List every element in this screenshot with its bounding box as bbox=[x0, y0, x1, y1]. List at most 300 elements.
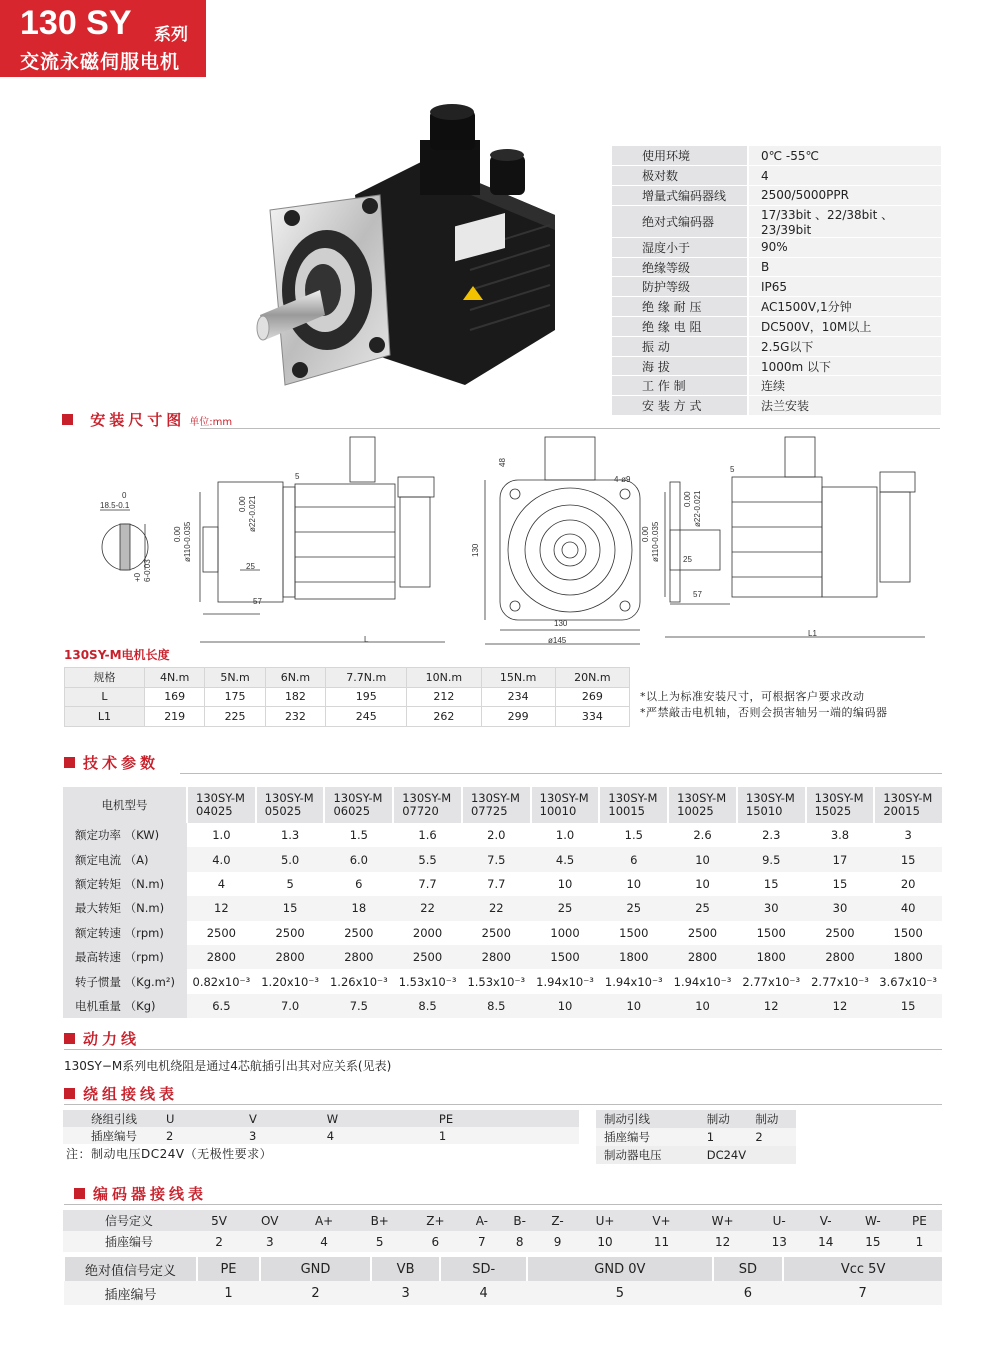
model-series: 130SY-M bbox=[745, 791, 795, 805]
tech-cell: 7.7 bbox=[418, 876, 437, 891]
length-cell: 269 bbox=[555, 687, 629, 707]
divider bbox=[180, 773, 942, 774]
tech-cell: 7.5 bbox=[324, 994, 393, 1018]
length-cell: L bbox=[65, 687, 145, 707]
winding-cell: 1 bbox=[439, 1127, 579, 1144]
tech-table bbox=[63, 787, 942, 1018]
length-cell: 225 bbox=[205, 707, 265, 727]
encoder-cell: Vcc 5V bbox=[783, 1257, 942, 1281]
note-line: *以上为标准安装尺寸，可根据客户要求改动 bbox=[640, 690, 865, 703]
model-code: 05025 bbox=[264, 804, 302, 818]
dim-d22: ø22-0.021 bbox=[248, 495, 257, 532]
tech-cell: 1.5 bbox=[349, 828, 368, 843]
tech-cell: 1500 bbox=[619, 925, 649, 940]
dim-shaft-side: 6-0.03 bbox=[143, 559, 152, 582]
dim-57-b: 57 bbox=[693, 590, 702, 599]
tech-row bbox=[63, 823, 942, 847]
tech-cell: 3.8 bbox=[830, 828, 850, 843]
spec-value: 1000m 以下 bbox=[748, 356, 941, 376]
encoder-row bbox=[64, 1281, 942, 1305]
encoder-cell: PE bbox=[897, 1210, 942, 1231]
divider bbox=[64, 1049, 942, 1050]
model-series: 130SY-M bbox=[814, 791, 864, 805]
dim-d22-b: ø22-0.021 bbox=[693, 490, 702, 527]
section-power-label: 动力线 bbox=[83, 1030, 141, 1048]
tech-row bbox=[63, 994, 942, 1018]
encoder-cell: 15 bbox=[849, 1231, 897, 1252]
brake-cell: 制动引线 bbox=[596, 1110, 699, 1128]
section-tech-title bbox=[64, 752, 159, 773]
tech-cell: 1.26x10⁻³ bbox=[329, 974, 388, 989]
tech-cell: 1.0 bbox=[212, 828, 231, 843]
brake-cell: DC24V bbox=[699, 1146, 796, 1164]
winding-cell: 2 bbox=[166, 1127, 249, 1144]
encoder-cell: 5V bbox=[195, 1210, 243, 1231]
length-cell: 299 bbox=[481, 707, 555, 727]
tech-cell: 6.5 bbox=[187, 994, 256, 1018]
encoder-cell: Z+ bbox=[408, 1210, 464, 1231]
tech-cell: 3.67x10⁻³ bbox=[879, 974, 938, 989]
encoder-cell: 11 bbox=[634, 1231, 690, 1252]
encoder-cell: U+ bbox=[576, 1210, 633, 1231]
spec-value: 2500/5000PPR bbox=[748, 186, 941, 206]
dim-130v: 130 bbox=[471, 543, 480, 557]
model-code: 07720 bbox=[402, 804, 439, 818]
model-series: 130SY-M bbox=[333, 791, 383, 805]
spec-key: 绝对式编码器 bbox=[612, 205, 748, 237]
tech-cell: 2800 bbox=[187, 945, 256, 969]
tech-cell: 2500 bbox=[206, 925, 236, 940]
length-cell: 334 bbox=[555, 707, 629, 727]
spec-row bbox=[612, 166, 941, 186]
length-row bbox=[65, 687, 630, 707]
winding-table bbox=[63, 1110, 579, 1144]
spec-value: 2.5G以下 bbox=[748, 336, 941, 356]
winding-cell: 插座编号 bbox=[63, 1127, 166, 1144]
spec-row bbox=[612, 336, 941, 356]
length-table-title: 130SY-M电机长度 bbox=[64, 648, 170, 662]
tech-cell: 30 bbox=[737, 896, 806, 920]
tech-row bbox=[63, 921, 942, 945]
tech-cell: 5.0 bbox=[256, 847, 325, 871]
tech-cell: 2500 bbox=[481, 925, 511, 940]
tech-row bbox=[63, 969, 942, 993]
model-header bbox=[187, 787, 256, 823]
encoder-cell: 2 bbox=[195, 1231, 243, 1252]
tech-cell: 2000 bbox=[412, 925, 443, 940]
length-cell: 212 bbox=[407, 687, 481, 707]
tech-cell: 1.53x10⁻³ bbox=[467, 974, 526, 989]
tech-cell: 2800 bbox=[668, 945, 737, 969]
spec-table bbox=[612, 146, 941, 416]
brake-table bbox=[596, 1110, 796, 1164]
tech-cell: 10 bbox=[668, 847, 737, 871]
divider bbox=[200, 428, 940, 429]
model-code: 20015 bbox=[883, 804, 920, 818]
unit-label: 单位:mm bbox=[189, 417, 233, 428]
length-cell: 234 bbox=[481, 687, 555, 707]
length-cell: L1 bbox=[65, 707, 145, 727]
dim-145: ø145 bbox=[548, 636, 567, 645]
notes bbox=[640, 689, 888, 721]
model-header bbox=[874, 787, 942, 823]
length-header-cell: 规格 bbox=[65, 668, 145, 688]
encoder-cell: V- bbox=[802, 1210, 849, 1231]
winding-note: 注：制动电压DC24V（无极性要求） bbox=[66, 1147, 273, 1161]
tech-cell: 10 bbox=[557, 876, 573, 891]
encoder-table bbox=[63, 1210, 942, 1252]
spec-key: 振 动 bbox=[612, 336, 748, 356]
spec-value: AC1500V,1分钟 bbox=[748, 297, 941, 317]
tech-row bbox=[63, 945, 942, 969]
section-encoder-title bbox=[74, 1183, 207, 1204]
divider bbox=[64, 1104, 942, 1105]
tech-cell: 10 bbox=[626, 876, 642, 891]
tech-cell: 2800 bbox=[806, 945, 875, 969]
power-description: 130SY−M系列电机绕阻是通过4芯航插引出其对应关系(见表) bbox=[64, 1059, 392, 1073]
model-series: 130SY-M bbox=[470, 791, 520, 805]
spec-value: 90% bbox=[748, 237, 941, 257]
spec-key: 安 装 方 式 bbox=[612, 396, 748, 416]
model-code: 15025 bbox=[814, 804, 852, 818]
encoder-cell: V+ bbox=[634, 1210, 690, 1231]
length-cell: 232 bbox=[265, 707, 325, 727]
encoder-row bbox=[64, 1257, 942, 1281]
tech-cell: 40 bbox=[874, 896, 942, 920]
tech-cell: 1.3 bbox=[280, 828, 300, 843]
spec-row bbox=[612, 186, 941, 206]
tech-cell: 5.5 bbox=[393, 847, 462, 871]
length-cell: 219 bbox=[145, 707, 205, 727]
tech-cell: 12 bbox=[806, 994, 875, 1018]
winding-cell: 绕组引线 bbox=[63, 1110, 166, 1127]
spec-value: 法兰安装 bbox=[748, 396, 941, 416]
encoder-cell: 4 bbox=[296, 1231, 352, 1252]
spec-row bbox=[612, 205, 941, 237]
length-header-row bbox=[65, 668, 630, 688]
tech-cell: 10 bbox=[668, 994, 737, 1018]
model-code: 04025 bbox=[196, 804, 233, 818]
model-title: 130 SY bbox=[20, 4, 132, 42]
tech-cell: 15 bbox=[256, 896, 325, 920]
spec-key: 增量式编码器线 bbox=[612, 186, 748, 206]
brake-row bbox=[596, 1146, 796, 1164]
spec-row bbox=[612, 317, 941, 337]
spec-row bbox=[612, 396, 941, 416]
dim-d110-b-tol: 0.00 bbox=[641, 526, 650, 542]
encoder-cell: 13 bbox=[756, 1231, 803, 1252]
tech-cell: 2500 bbox=[344, 925, 374, 940]
length-header-cell: 20N.m bbox=[555, 668, 629, 688]
spec-value: 0℃ -55℃ bbox=[748, 146, 941, 166]
model-code: 06025 bbox=[333, 804, 371, 818]
tech-row-label: 额定电流 （A) bbox=[63, 847, 187, 871]
dim-L1: L1 bbox=[808, 629, 817, 638]
encoder-cell: 2 bbox=[260, 1281, 371, 1305]
tech-cell: 6 bbox=[355, 876, 363, 891]
winding-row bbox=[63, 1127, 579, 1144]
encoder-cell: PE bbox=[197, 1257, 260, 1281]
model-code: 10015 bbox=[608, 804, 645, 818]
tech-cell: 1.0 bbox=[555, 828, 575, 843]
spec-value: IP65 bbox=[748, 277, 941, 297]
length-cell: 245 bbox=[326, 707, 407, 727]
encoder-cell: 8 bbox=[501, 1231, 539, 1252]
model-series: 130SY-M bbox=[264, 791, 314, 805]
spec-key: 海 拔 bbox=[612, 356, 748, 376]
encoder-cell: 1 bbox=[897, 1231, 942, 1252]
tech-cell: 2.0 bbox=[487, 828, 506, 843]
tech-cell: 6 bbox=[599, 847, 668, 871]
dim-4-d9: 4-ø9 bbox=[614, 475, 631, 484]
tech-cell: 22 bbox=[393, 896, 462, 920]
model-series: 130SY-M bbox=[196, 791, 245, 805]
model-header bbox=[393, 787, 462, 823]
tech-cell: 1.53x10⁻³ bbox=[398, 974, 457, 989]
spec-row bbox=[612, 257, 941, 277]
tech-row-label: 最大转矩 （N.m) bbox=[63, 896, 187, 920]
encoder-cell: 1 bbox=[197, 1281, 260, 1305]
subtitle: 交流永磁伺服电机 bbox=[20, 51, 181, 73]
spec-value: 17/33bit 、22/38bit 、23/39bit bbox=[748, 205, 941, 237]
section-power-title bbox=[64, 1028, 140, 1049]
encoder-cell: U- bbox=[756, 1210, 803, 1231]
length-header-cell: 6N.m bbox=[265, 668, 325, 688]
length-row bbox=[65, 707, 630, 727]
model-code: 10010 bbox=[539, 804, 577, 818]
tech-cell: 2800 bbox=[462, 945, 531, 969]
encoder-cell: 5 bbox=[527, 1281, 712, 1305]
encoder-cell: B- bbox=[501, 1210, 539, 1231]
winding-cell: W bbox=[327, 1110, 439, 1127]
tech-cell: 2500 bbox=[687, 925, 718, 940]
spec-row bbox=[612, 297, 941, 317]
tech-cell: 3 bbox=[904, 828, 912, 843]
model-header bbox=[668, 787, 737, 823]
length-header-cell: 10N.m bbox=[407, 668, 481, 688]
section-encoder-label: 编码器接线表 bbox=[93, 1185, 208, 1203]
tech-cell: 20 bbox=[900, 876, 916, 891]
encoder-cell: Z- bbox=[539, 1210, 577, 1231]
length-header-cell: 5N.m bbox=[205, 668, 265, 688]
tech-cell: 4 bbox=[217, 876, 226, 891]
model-header bbox=[462, 787, 531, 823]
encoder-cell: SD- bbox=[440, 1257, 527, 1281]
encoder-cell: GND bbox=[260, 1257, 371, 1281]
model-header bbox=[806, 787, 875, 823]
model-series: 130SY-M bbox=[539, 791, 589, 805]
tech-cell: 15 bbox=[832, 876, 848, 891]
dim-57: 57 bbox=[253, 597, 262, 606]
length-header-cell: 4N.m bbox=[145, 668, 205, 688]
spec-value: B bbox=[748, 257, 941, 277]
length-cell: 182 bbox=[265, 687, 325, 707]
tech-cell: 2800 bbox=[324, 945, 393, 969]
dim-shaft-side-tol: +0 bbox=[133, 572, 142, 582]
section-winding-label: 绕组接线表 bbox=[83, 1085, 179, 1103]
motor-photo bbox=[255, 100, 575, 400]
dim-shaft: 18.5-0.1 bbox=[100, 501, 130, 510]
dim-d110: ø110-0.035 bbox=[183, 521, 192, 562]
tech-cell: 1.94x10⁻³ bbox=[604, 974, 663, 989]
section-install-label: 安装尺寸图 bbox=[90, 411, 186, 429]
spec-row bbox=[612, 237, 941, 257]
tech-row-label: 最高转速 （rpm) bbox=[63, 945, 187, 969]
tech-cell: 18 bbox=[324, 896, 393, 920]
tech-cell: 2.77x10⁻³ bbox=[742, 974, 801, 989]
model-header bbox=[531, 787, 600, 823]
model-header bbox=[324, 787, 393, 823]
note-line: *严禁敲击电机轴，否则会损害轴另一端的编码器 bbox=[640, 706, 888, 719]
spec-value: 4 bbox=[748, 166, 941, 186]
encoder-row bbox=[63, 1231, 942, 1252]
encoder-cell: 插座编号 bbox=[63, 1231, 195, 1252]
section-install-title bbox=[62, 409, 232, 430]
tech-cell: 9.5 bbox=[737, 847, 806, 871]
encoder-cell: 4 bbox=[440, 1281, 527, 1305]
tech-header-row bbox=[63, 787, 942, 823]
length-header-cell: 15N.m bbox=[481, 668, 555, 688]
spec-value: 连续 bbox=[748, 376, 941, 396]
encoder-row bbox=[63, 1210, 942, 1231]
model-series: 130SY-M bbox=[608, 791, 658, 805]
winding-cell: V bbox=[249, 1110, 327, 1127]
brake-cell: 制动器电压 bbox=[596, 1146, 699, 1164]
tech-row-label: 转子惯量 （Kg.m²) bbox=[63, 969, 187, 993]
tech-cell: 1.94x10⁻³ bbox=[536, 974, 594, 989]
tech-cell: 25 bbox=[668, 896, 737, 920]
title-badge bbox=[0, 0, 206, 77]
tech-cell: 1000 bbox=[550, 925, 580, 940]
tech-row-label: 额定功率 （KW) bbox=[63, 823, 187, 847]
length-cell: 175 bbox=[205, 687, 265, 707]
length-cell: 262 bbox=[407, 707, 481, 727]
tech-cell: 30 bbox=[806, 896, 875, 920]
encoder-cell: 10 bbox=[576, 1231, 633, 1252]
encoder-cell: GND 0V bbox=[527, 1257, 712, 1281]
brake-cell: 制动 bbox=[747, 1110, 796, 1128]
spec-row bbox=[612, 277, 941, 297]
tech-cell: 1500 bbox=[893, 925, 923, 940]
encoder-cell: 6 bbox=[408, 1231, 464, 1252]
encoder-cell: 插座编号 bbox=[64, 1281, 197, 1305]
encoder-cell: 绝对值信号定义 bbox=[64, 1257, 197, 1281]
encoder-cell: SD bbox=[713, 1257, 784, 1281]
tech-cell: 2500 bbox=[393, 945, 462, 969]
brake-cell: 插座编号 bbox=[596, 1128, 699, 1146]
tech-cell: 25 bbox=[531, 896, 600, 920]
spec-row bbox=[612, 376, 941, 396]
winding-cell: 3 bbox=[249, 1127, 327, 1144]
tech-cell: 1800 bbox=[874, 945, 942, 969]
length-header-cell: 7.7N.m bbox=[326, 668, 407, 688]
tech-cell: 1.6 bbox=[418, 828, 437, 843]
tech-cell: 1.94x10⁻³ bbox=[673, 974, 732, 989]
dim-d22-b-tol: 0.00 bbox=[683, 491, 692, 507]
dim-25: 25 bbox=[246, 562, 255, 571]
encoder-cell: 7 bbox=[783, 1281, 942, 1305]
spec-key: 使用环境 bbox=[612, 146, 748, 166]
tech-cell: 17 bbox=[806, 847, 875, 871]
tech-cell: 7.7 bbox=[487, 876, 506, 891]
spec-key: 绝 缘 电 阻 bbox=[612, 317, 748, 337]
tech-cell: 5 bbox=[286, 876, 294, 891]
dim-d110-tol: 0.00 bbox=[173, 526, 182, 542]
encoder-cell: B+ bbox=[352, 1210, 408, 1231]
spec-key: 防护等级 bbox=[612, 277, 748, 297]
model-header bbox=[256, 787, 325, 823]
brake-cell: 制动 bbox=[699, 1110, 748, 1128]
encoder-cell: VB bbox=[371, 1257, 440, 1281]
winding-cell: U bbox=[166, 1110, 249, 1127]
brake-cell: 1 bbox=[699, 1128, 748, 1146]
tech-row bbox=[63, 896, 942, 920]
tech-header-label: 电机型号 bbox=[63, 787, 187, 823]
tech-cell: 2.6 bbox=[693, 828, 712, 843]
tech-cell: 10 bbox=[531, 994, 600, 1018]
tech-cell: 0.82x10⁻³ bbox=[192, 974, 251, 989]
encoder-cell: 7 bbox=[463, 1231, 500, 1252]
tech-cell: 1.20x10⁻³ bbox=[261, 974, 319, 989]
encoder-cell: OV bbox=[243, 1210, 296, 1231]
tech-cell: 1500 bbox=[756, 925, 786, 940]
tech-cell: 2500 bbox=[825, 925, 855, 940]
encoder-cell: 3 bbox=[371, 1281, 440, 1305]
spec-key: 绝缘等级 bbox=[612, 257, 748, 277]
tech-cell: 6.0 bbox=[324, 847, 393, 871]
dim-25-b: 25 bbox=[683, 555, 692, 564]
length-cell: 195 bbox=[326, 687, 407, 707]
brake-cell: 2 bbox=[747, 1128, 796, 1146]
dim-d110-b: ø110-0.035 bbox=[651, 521, 660, 562]
dim-d22-tol: 0.00 bbox=[238, 496, 247, 512]
encoder-cell: A- bbox=[463, 1210, 500, 1231]
dim-130h: 130 bbox=[554, 619, 568, 628]
encoder-cell: 14 bbox=[802, 1231, 849, 1252]
winding-cell: 4 bbox=[327, 1127, 439, 1144]
dim-shaft-top: 0 bbox=[122, 491, 127, 500]
winding-cell: PE bbox=[439, 1110, 579, 1127]
dim-5: 5 bbox=[295, 472, 300, 481]
encoder-cell: 12 bbox=[689, 1231, 756, 1252]
spec-key: 湿度小于 bbox=[612, 237, 748, 257]
tech-row-label: 额定转矩 （N.m) bbox=[63, 872, 187, 896]
spec-value: DC500V，10M以上 bbox=[748, 317, 941, 337]
model-series: 130SY-M bbox=[883, 791, 933, 805]
tech-cell: 12 bbox=[737, 994, 806, 1018]
model-header bbox=[737, 787, 806, 823]
encoder-cell: 9 bbox=[539, 1231, 577, 1252]
tech-row-label: 额定转速 （rpm) bbox=[63, 921, 187, 945]
tech-cell: 4.0 bbox=[187, 847, 256, 871]
tech-cell: 25 bbox=[599, 896, 668, 920]
spec-key: 极对数 bbox=[612, 166, 748, 186]
model-code: 10025 bbox=[677, 804, 714, 818]
tech-row bbox=[63, 847, 942, 871]
tech-cell: 2800 bbox=[256, 945, 325, 969]
encoder-cell: A+ bbox=[296, 1210, 352, 1231]
tech-cell: 8.5 bbox=[393, 994, 462, 1018]
tech-cell: 2.77x10⁻³ bbox=[811, 974, 869, 989]
encoder-cell: W- bbox=[849, 1210, 897, 1231]
tech-cell: 1.5 bbox=[624, 828, 643, 843]
encoder-cell: 5 bbox=[352, 1231, 408, 1252]
tech-cell: 1800 bbox=[599, 945, 668, 969]
series-label: 系列 bbox=[154, 25, 188, 45]
model-code: 07725 bbox=[470, 804, 508, 818]
tech-cell: 7.0 bbox=[256, 994, 325, 1018]
winding-row bbox=[63, 1110, 579, 1127]
